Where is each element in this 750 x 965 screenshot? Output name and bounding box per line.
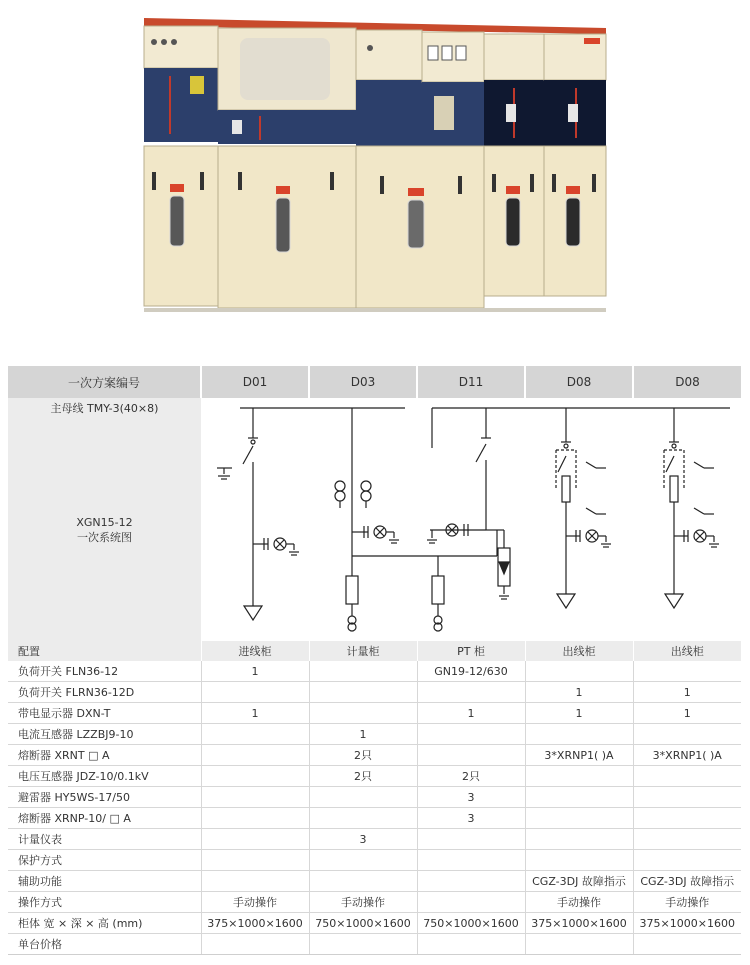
row-label: 柜体 宽 × 深 × 高 (mm) xyxy=(8,913,201,934)
switchgear-photo xyxy=(140,16,610,316)
cell-value xyxy=(633,766,741,787)
table-row xyxy=(8,892,741,913)
cell-value xyxy=(417,829,525,850)
config-value: 出线柜 xyxy=(525,641,633,661)
column-d11: D11 xyxy=(417,366,525,398)
row-label: 电压互感器 JDZ-10/0.1kV xyxy=(8,766,201,787)
row-label: 计量仪表 xyxy=(8,829,201,850)
single-line-diagram xyxy=(200,398,741,643)
cell-value xyxy=(525,661,633,682)
cell-value xyxy=(633,829,741,850)
cell-value xyxy=(309,682,417,703)
busbar-label: 主母线 TMY-3(40×8) xyxy=(8,398,201,418)
cell-value xyxy=(417,934,525,955)
cell-value: 375×1000×1600 xyxy=(633,913,741,934)
cell-value: 3*XRNP1( )A xyxy=(525,745,633,766)
cell-value: 375×1000×1600 xyxy=(201,913,309,934)
cell-value xyxy=(633,850,741,871)
cell-value: 手动操作 xyxy=(201,892,309,913)
row-label: 负荷开关 FLN36-12 xyxy=(8,661,201,682)
table-row xyxy=(8,850,741,871)
cell-value xyxy=(309,703,417,724)
cell-value xyxy=(309,787,417,808)
table-row xyxy=(8,724,741,745)
table-row xyxy=(8,808,741,829)
cell-value xyxy=(417,892,525,913)
d01-circuit xyxy=(217,408,299,620)
cell-value: 3*XRNP1( )A xyxy=(633,745,741,766)
config-value: PT 柜 xyxy=(417,641,525,661)
item-rows xyxy=(8,661,741,955)
table-row xyxy=(8,661,741,682)
cell-value: 手动操作 xyxy=(525,892,633,913)
cell-value: 1 xyxy=(417,703,525,724)
scheme-number-label: 一次方案编号 xyxy=(8,366,201,398)
config-label: 配置 xyxy=(8,641,201,661)
table-header-row xyxy=(8,366,741,398)
row-label: 辅助功能 xyxy=(8,871,201,892)
cell-value xyxy=(417,682,525,703)
cell-value xyxy=(201,766,309,787)
cell-value xyxy=(525,787,633,808)
cell-value xyxy=(309,661,417,682)
cell-value: 1 xyxy=(201,703,309,724)
table-row xyxy=(8,787,741,808)
row-label: 单台价格 xyxy=(8,934,201,955)
cell-value xyxy=(417,871,525,892)
cell-value xyxy=(417,724,525,745)
cell-value xyxy=(201,850,309,871)
cell-value: GN19-12/630 xyxy=(417,661,525,682)
cell-value xyxy=(633,724,741,745)
column-d08-b: D08 xyxy=(633,366,741,398)
cell-value xyxy=(633,808,741,829)
cell-value xyxy=(201,745,309,766)
cell-value xyxy=(309,808,417,829)
cell-value: CGZ-3DJ 故障指示 xyxy=(525,871,633,892)
cell-value: 3 xyxy=(417,808,525,829)
config-value: 进线柜 xyxy=(201,641,309,661)
cell-value xyxy=(525,934,633,955)
diagram-label-text: XGN15-12 一次系统图 xyxy=(76,515,133,544)
cell-value: 手动操作 xyxy=(309,892,417,913)
d08-circuit-b xyxy=(664,408,719,608)
cell-value xyxy=(309,871,417,892)
row-label: 操作方式 xyxy=(8,892,201,913)
cell-value xyxy=(525,850,633,871)
cell-value: 2只 xyxy=(309,745,417,766)
cell-value: 375×1000×1600 xyxy=(525,913,633,934)
table-row xyxy=(8,913,741,934)
column-d01: D01 xyxy=(201,366,309,398)
table-row xyxy=(8,682,741,703)
cell-value xyxy=(201,787,309,808)
cell-value xyxy=(201,871,309,892)
cell-value xyxy=(525,766,633,787)
cell-value: 1 xyxy=(633,682,741,703)
config-value: 出线柜 xyxy=(633,641,741,661)
cell-value xyxy=(201,724,309,745)
cell-value xyxy=(633,787,741,808)
cell-value: 2只 xyxy=(309,766,417,787)
cell-value xyxy=(633,934,741,955)
row-label: 避雷器 HY5WS-17/50 xyxy=(8,787,201,808)
table-row xyxy=(8,703,741,724)
cell-value: 3 xyxy=(417,787,525,808)
diagram-label xyxy=(8,418,201,641)
d11-circuit xyxy=(427,408,510,631)
cell-value xyxy=(417,745,525,766)
table-row xyxy=(8,766,741,787)
cell-value xyxy=(201,682,309,703)
cell-value xyxy=(417,850,525,871)
cell-value xyxy=(525,724,633,745)
cell-value xyxy=(201,829,309,850)
cell-value: 1 xyxy=(525,703,633,724)
cell-value xyxy=(201,934,309,955)
cell-value: 1 xyxy=(201,661,309,682)
cell-value xyxy=(525,829,633,850)
table-row xyxy=(8,829,741,850)
row-label: 带电显示器 DXN-T xyxy=(8,703,201,724)
cell-value xyxy=(525,808,633,829)
column-d03: D03 xyxy=(309,366,417,398)
row-label: 熔断器 XRNP-10/ □ A xyxy=(8,808,201,829)
cell-value: CGZ-3DJ 故障指示 xyxy=(633,871,741,892)
cell-value: 2只 xyxy=(417,766,525,787)
table-row xyxy=(8,745,741,766)
cell-value: 750×1000×1600 xyxy=(417,913,525,934)
cell-value xyxy=(633,661,741,682)
row-label: 熔断器 XRNT □ A xyxy=(8,745,201,766)
cell-value xyxy=(309,934,417,955)
table-row xyxy=(8,871,741,892)
row-label: 保护方式 xyxy=(8,850,201,871)
row-label: 电流互感器 LZZBJ9-10 xyxy=(8,724,201,745)
cell-value: 1 xyxy=(525,682,633,703)
d03-circuit xyxy=(335,408,497,631)
table-row xyxy=(8,934,741,955)
config-value: 计量柜 xyxy=(309,641,417,661)
cell-value: 750×1000×1600 xyxy=(309,913,417,934)
cell-value: 1 xyxy=(309,724,417,745)
d08-circuit-a xyxy=(556,408,611,608)
cell-value: 1 xyxy=(633,703,741,724)
cell-value xyxy=(309,850,417,871)
column-d08-a: D08 xyxy=(525,366,633,398)
row-label: 负荷开关 FLRN36-12D xyxy=(8,682,201,703)
cell-value xyxy=(201,808,309,829)
config-row xyxy=(8,641,741,661)
cell-value: 手动操作 xyxy=(633,892,741,913)
cell-value: 3 xyxy=(309,829,417,850)
